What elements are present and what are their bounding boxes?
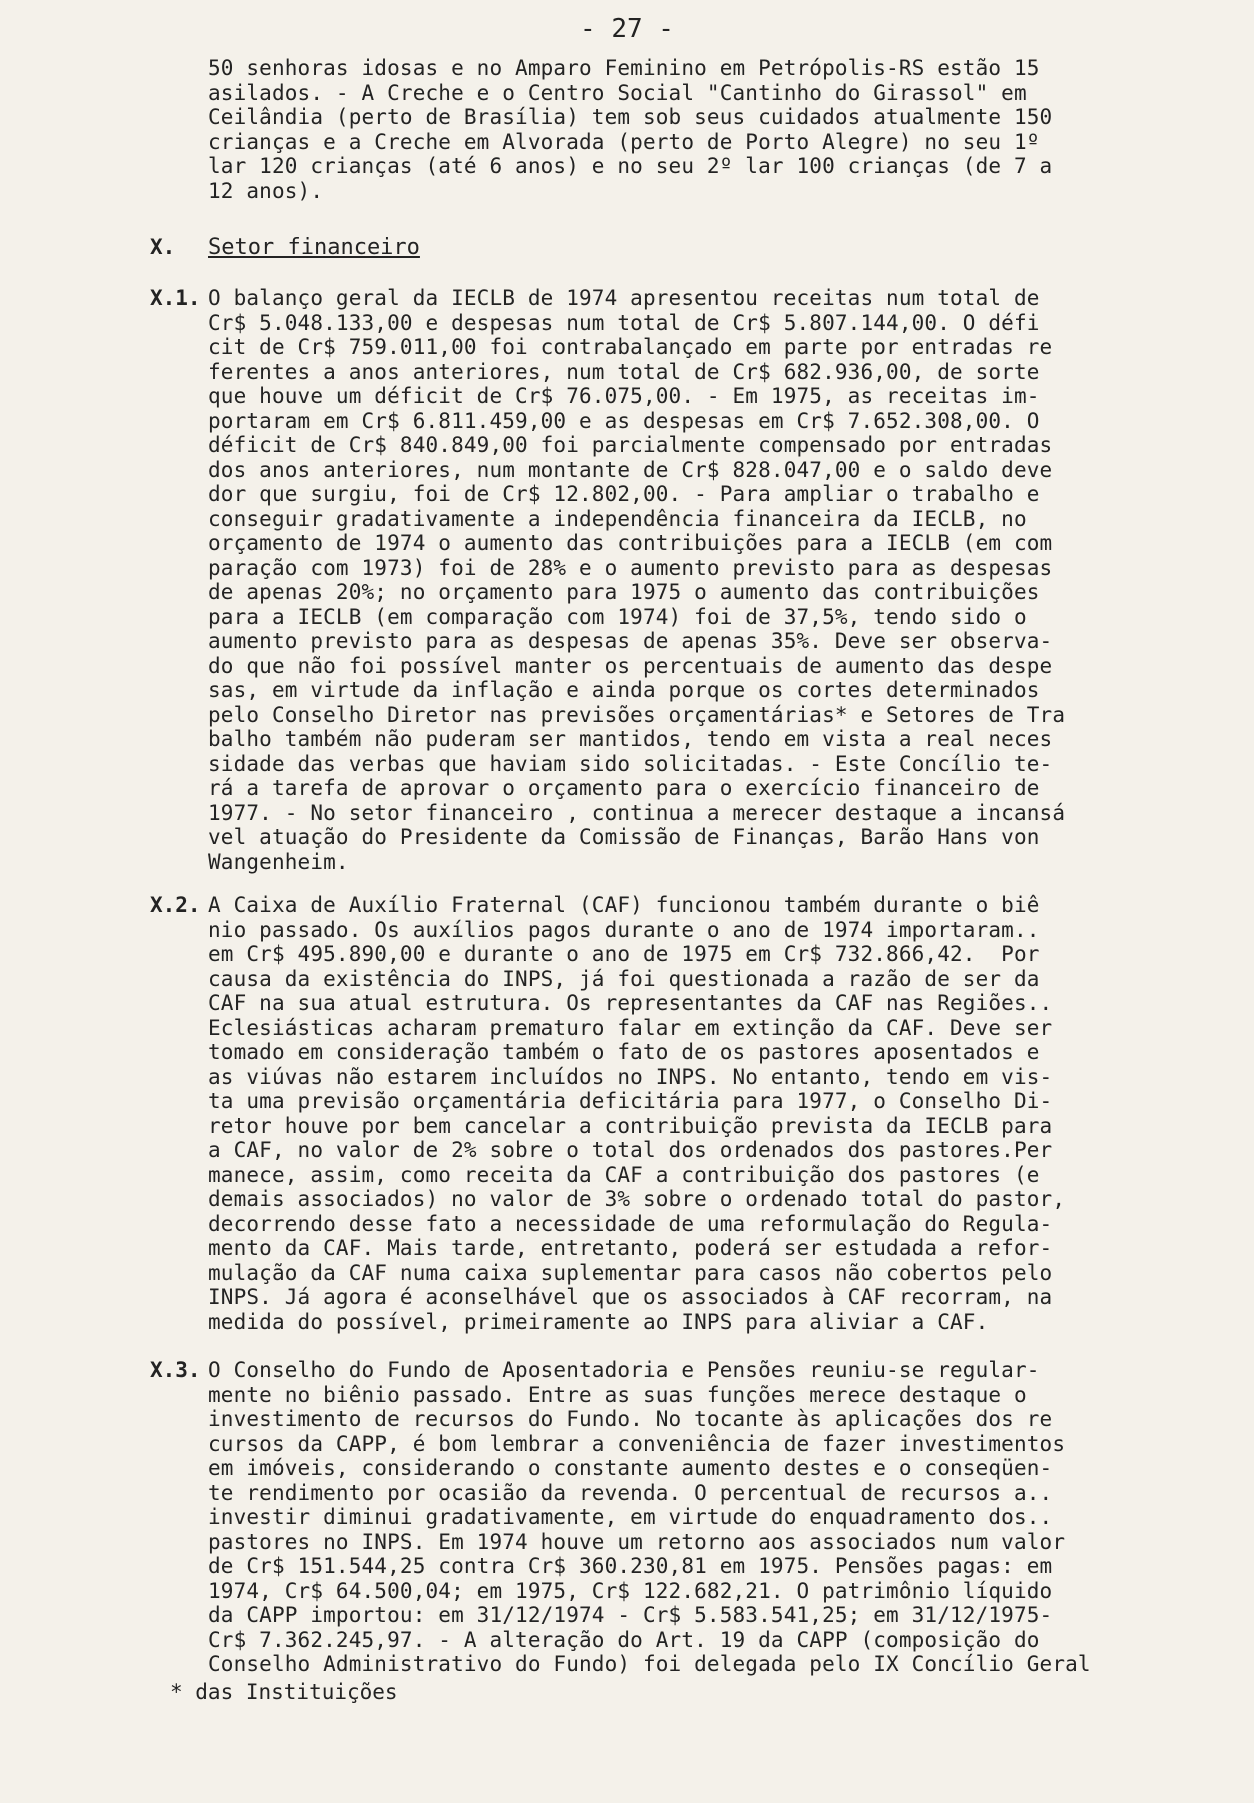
text-line: vel atuação do Presidente da Comissão de Finanças, Barão Hans von xyxy=(208,825,1040,849)
text-line: A Caixa de Auxílio Fraternal (CAF) funcionou também durante o biê xyxy=(208,893,1040,917)
text-line: causa da existência do INPS, já foi questionada a razão de ser da xyxy=(208,966,1040,991)
paragraph-x1 xyxy=(208,286,1188,874)
text-line: as viúvas não estarem incluídos no INPS. No entanto, tendo em vis- xyxy=(208,1064,1053,1089)
text-line: nio passado. Os auxílios pagos durante o ano de 1974 importaram.. xyxy=(208,917,1040,942)
text-line: de Cr$ 151.544,25 contra Cr$ 360.230,81 em 1975. Pensões pagas: em xyxy=(208,1554,1053,1578)
text-line: ferentes a anos anteriores, num total de Cr$ 682.936,00, de sorte xyxy=(208,359,1040,384)
text-line: te rendimento por ocasião da revenda. O percentual de recursos a.. xyxy=(208,1480,1053,1505)
text-line: 50 senhoras idosas e no Amparo Feminino em Petrópolis-RS estão 15 xyxy=(208,56,1040,80)
text-line: Ceilândia (perto de Brasília) tem sob seus cuidados atualmente 150 xyxy=(208,105,1053,129)
text-line: mento da CAF. Mais tarde, entretanto, poderá ser estudada a refor- xyxy=(208,1236,1053,1260)
text-line: Conselho Administrativo do Fundo) foi delegada pelo IX Concílio Geral xyxy=(208,1652,1091,1676)
text-line: 12 anos). xyxy=(208,178,324,203)
paragraph-marker-x3: X.3. xyxy=(150,1358,201,1382)
paragraph-x2 xyxy=(208,893,1188,1334)
text-line: mulação da CAF numa caixa suplementar para casos não cobertos pelo xyxy=(208,1260,1053,1285)
text-line: dor que surgiu, foi de Cr$ 12.802,00. - Para ampliar o trabalho e xyxy=(208,482,1040,506)
text-line: CAF na sua atual estrutura. Os representantes da CAF nas Regiões.. xyxy=(208,991,1053,1015)
text-line: INPS. Já agora é aconselhável que os associados à CAF recorram, na xyxy=(208,1285,1053,1309)
text-line: O balanço geral da IECLB de 1974 apresentou receitas num total de xyxy=(208,286,1040,310)
text-line: paração com 1973) foi de 28% e o aumento previsto para as despesas xyxy=(208,555,1053,580)
text-line: medida do possível, primeiramente ao INPS para aliviar a CAF. xyxy=(208,1309,989,1334)
paragraph-marker-x1: X.1. xyxy=(150,286,201,310)
text-line: Eclesiásticas acharam prematuro falar em extinção da CAF. Deve ser xyxy=(208,1015,1053,1040)
text-line: lar 120 crianças (até 6 anos) e no seu 2º lar 100 crianças (de 7 a xyxy=(208,154,1053,178)
text-line: cit de Cr$ 759.011,00 foi contrabalançado em parte por entradas re xyxy=(208,335,1053,359)
section-marker: X. xyxy=(150,235,176,259)
text-line: em imóveis, considerando o constante aumento destes e o conseqüen- xyxy=(208,1456,1053,1480)
text-line: balho também não puderam ser mantidos, tendo em vista a real neces xyxy=(208,727,1053,751)
text-line: pelo Conselho Diretor nas previsões orçamentárias* e Setores de Tra xyxy=(208,702,1066,727)
text-line: O Conselho do Fundo de Aposentadoria e Pensões reuniu-se regular- xyxy=(208,1358,1040,1382)
text-line: conseguir gradativamente a independência financeira da IECLB, no xyxy=(208,506,1027,531)
text-line: portaram em Cr$ 6.811.459,00 e as despesas em Cr$ 7.652.308,00. O xyxy=(208,408,1040,433)
text-line: investimento de recursos do Fundo. No tocante às aplicações dos re xyxy=(208,1407,1053,1431)
text-line: de apenas 20%; no orçamento para 1975 o aumento das contribuições xyxy=(208,580,1040,604)
text-line: dos anos anteriores, num montante de Cr$ 828.047,00 e o saldo deve xyxy=(208,457,1053,482)
intro-paragraph xyxy=(208,56,1188,203)
text-line: para a IECLB (em comparação com 1974) foi de 37,5%, tendo sido o xyxy=(208,604,1027,629)
text-line: que houve um déficit de Cr$ 76.075,00. - Em 1975, as receitas im- xyxy=(208,384,1040,408)
paragraph-x3 xyxy=(208,1358,1188,1677)
text-line: cursos da CAPP, é bom lembrar a conveniência de fazer investimentos xyxy=(208,1431,1066,1456)
text-line: Cr$ 7.362.245,97. - A alteração do Art. 19 da CAPP (composição do xyxy=(208,1627,1040,1652)
text-line: ta uma previsão orçamentária deficitária para 1977, o Conselho Di- xyxy=(208,1089,1053,1113)
text-line: retor houve por bem cancelar a contribuição prevista da IECLB para xyxy=(208,1113,1053,1138)
text-line: aumento previsto para as despesas de apenas 35%. Deve ser observa- xyxy=(208,629,1053,653)
text-line: do que não foi possível manter os percentuais de aumento das despe xyxy=(208,653,1053,678)
text-line: orçamento de 1974 o aumento das contribuições para a IECLB (em com xyxy=(208,531,1053,555)
text-line: sas, em virtude da inflação e ainda porque os cortes determinados xyxy=(208,678,1040,702)
text-line: 1977. - No setor financeiro , continua a merecer destaque a incansá xyxy=(208,800,1066,825)
text-line: demais associados) no valor de 3% sobre o ordenado total do pastor, xyxy=(208,1187,1066,1211)
text-line: Cr$ 5.048.133,00 e despesas num total de Cr$ 5.807.144,00. O défi xyxy=(208,310,1040,335)
text-line: mente no biênio passado. Entre as suas funções merece destaque o xyxy=(208,1382,1027,1407)
text-line: Wangenheim. xyxy=(208,849,349,874)
text-line: 1974, Cr$ 64.500,04; em 1975, Cr$ 122.682,21. O patrimônio líquido xyxy=(208,1578,1053,1603)
paragraph-marker-x2: X.2. xyxy=(150,893,201,917)
text-line: investir diminui gradativamente, em virtude do enquadramento dos.. xyxy=(208,1505,1053,1529)
text-line: tomado em consideração também o fato de os pastores aposentados e xyxy=(208,1040,1040,1064)
page-number: - 27 - xyxy=(580,14,674,44)
text-line: crianças e a Creche em Alvorada (perto de Porto Alegre) no seu 1º xyxy=(208,129,1040,154)
text-line: em Cr$ 495.890,00 e durante o ano de 1975 em Cr$ 732.866,42. Por xyxy=(208,942,1040,966)
text-line: rá a tarefa de aprovar o orçamento para o exercício financeiro de xyxy=(208,776,1040,800)
text-line: pastores no INPS. Em 1974 houve um retorno aos associados num valor xyxy=(208,1529,1066,1554)
text-line: sidade das verbas que haviam sido solicitadas. - Este Concílio te- xyxy=(208,751,1053,776)
text-line: déficit de Cr$ 840.849,00 foi parcialmente compensado por entradas xyxy=(208,433,1053,457)
text-line: a CAF, no valor de 2% sobre o total dos ordenados dos pastores.Per xyxy=(208,1138,1053,1162)
text-line: decorrendo desse fato a necessidade de uma reformulação do Regula- xyxy=(208,1211,1053,1236)
text-line: asilados. - A Creche e o Centro Social "Cantinho do Girassol" em xyxy=(208,80,1027,105)
section-heading: Setor financeiro xyxy=(208,235,420,260)
text-line: manece, assim, como receita da CAF a contribuição dos pastores (e xyxy=(208,1162,1040,1187)
text-line: da CAPP importou: em 31/12/1974 - Cr$ 5.583.541,25; em 31/12/1975- xyxy=(208,1603,1053,1627)
footnote: * das Instituições xyxy=(170,1680,398,1704)
